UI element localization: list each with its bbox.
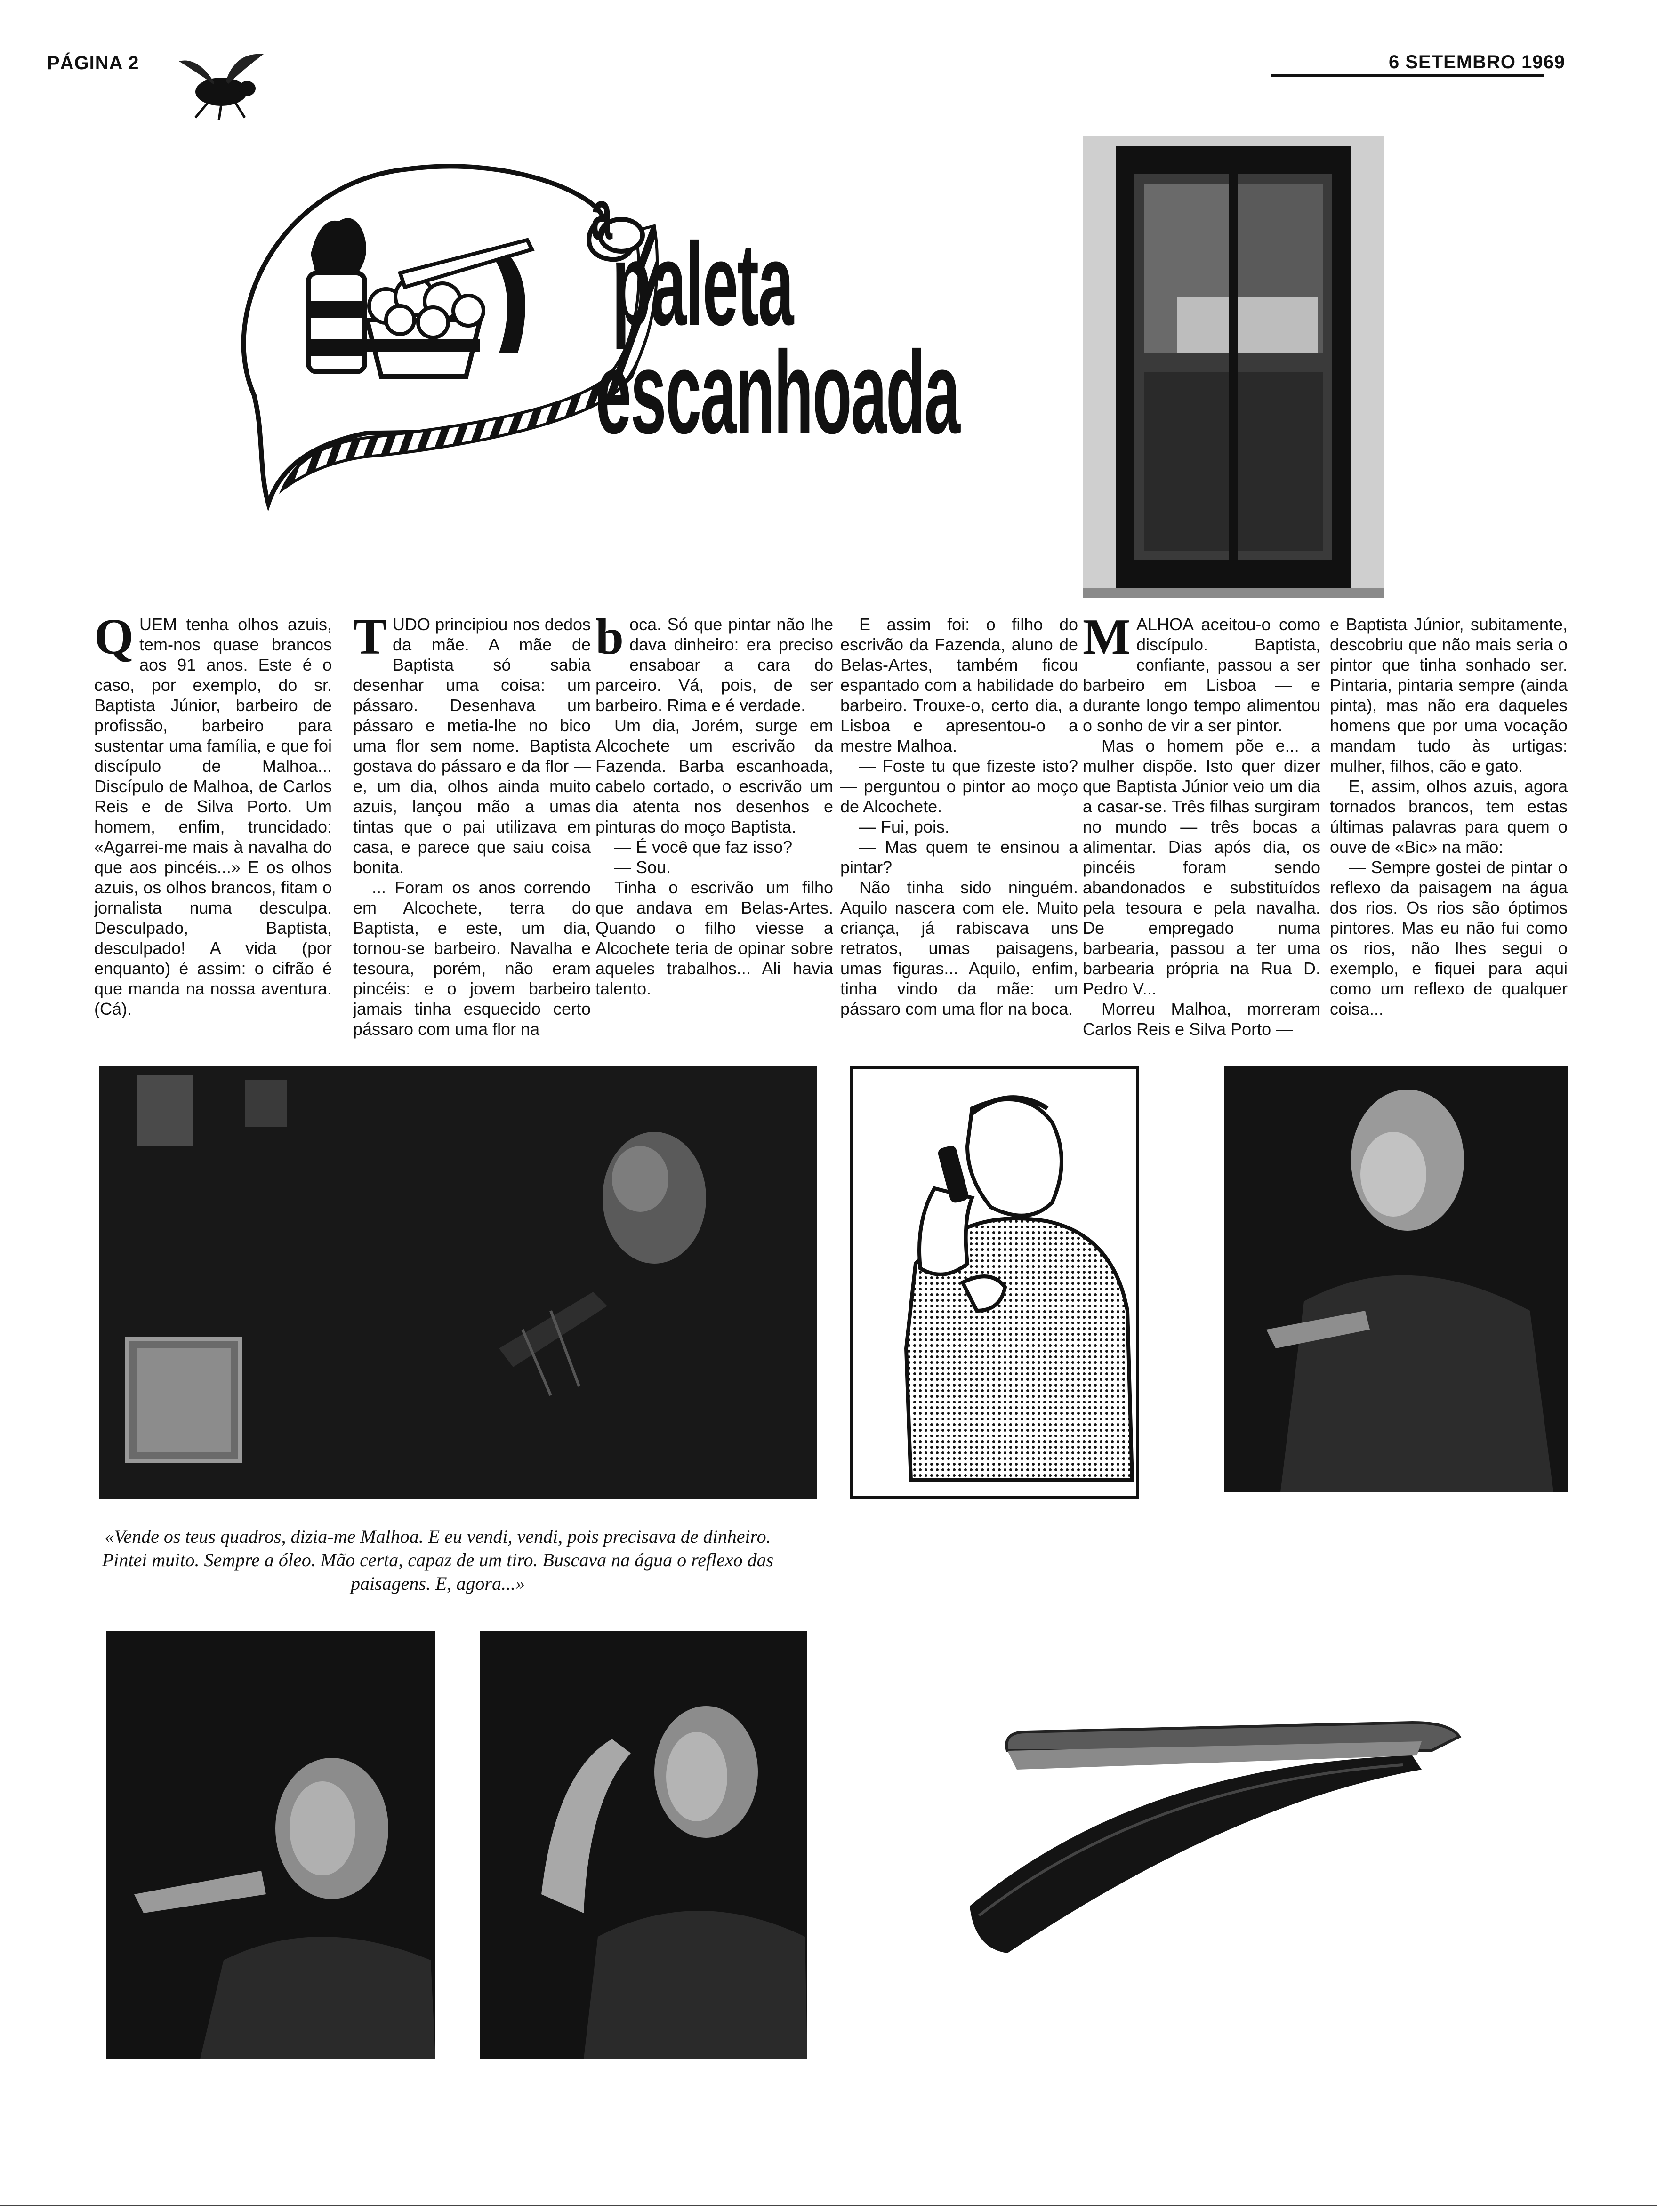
article-column-5 <box>1083 609 1320 1039</box>
col3-paragraph: — Sou. <box>614 858 671 877</box>
article-column-3 <box>595 609 833 999</box>
shaving-brush-icon <box>308 218 366 372</box>
article-column-1 <box>94 609 332 1019</box>
title-word-paleta: paleta <box>612 218 793 350</box>
door-photo <box>1083 136 1384 598</box>
col5-paragraph: Mas o homem põe e... a mulher dispõe. Isto quer dizer que Baptista Júnior veio um dia a casar-se. Três filhas surgiram no mundo — três bocas a alimentar. Dias após dia, os pincéis foram sendo abandonados e substituídos pela tesoura e pela navalha. De empregado numa barbearia, passou a ter uma barbearia própria na Rua D. Pedro V... <box>1083 736 1320 998</box>
bottom-rule <box>0 2205 1657 2206</box>
fly-icon <box>169 47 273 122</box>
title-word-a: a <box>591 175 611 254</box>
col4-paragraph: — Fui, pois. <box>859 817 950 836</box>
header-rule <box>1271 74 1544 77</box>
col3-paragraph: Um dia, Jorém, surge em Alcochete um escrivão da Fazenda. Barba escanhoada, cabelo cortado, o escrivão um dia atenta nos desenhos e pinturas do moço Baptista. <box>595 716 833 836</box>
straight-razor-photo <box>951 1708 1488 1972</box>
old-man-gesturing-photo <box>106 1631 435 2059</box>
col2-paragraph: TUDO principiou nos dedos da mãe. A mãe de Baptista só sabia desenhar uma coisa: um pássaro. Desenhava um pássaro e metia-lhe no bico uma flor sem nome. Baptista gostava do pássaro e da flor — e, um dia, olhos ainda muito azuis, lançou mão a umas tintas que o pai utilizava em casa, e parece que saiu coisa bonita. <box>353 609 591 877</box>
col4-paragraph: Não tinha sido ninguém. Aquilo nascera com ele. Muito criança, já rabiscava uns retratos, umas paisagens, umas figuras... Aquilo, enfim, tinha vindo da mãe: um pássaro com uma flor na boca. <box>840 878 1078 1018</box>
col4-paragraph: — Mas quem te ensinou a pintar? <box>840 837 1078 877</box>
col3-paragraph: — É você que faz isso? <box>614 837 793 857</box>
col2-paragraph: ... Foram os anos correndo em Alcochete, terra do Baptista, e este, um dia, tornou-se barbeiro. Navalha e tesoura, porém, não eram pincéis: e o jovem barbeiro jamais tinha esquecido certo pássaro com uma flor na <box>353 878 591 1039</box>
article-column-4 <box>840 614 1078 1019</box>
old-man-portrait-photo <box>1224 1066 1568 1492</box>
painter-at-easel-photo <box>99 1066 817 1499</box>
col3-paragraph: boca. Só que pintar não lhe dava dinheiro: era preciso ensaboar a cara do parceiro. Vá, pois, de ser barbeiro. Rima e é verdade. <box>595 609 833 715</box>
col1-paragraph: QUEM tenha olhos azuis, tem-nos quase brancos aos 91 anos. Este é o caso, por exemplo, do sr. Baptista Júnior, barbeiro de profissão, barbeiro para sustentar uma família, e que foi discípulo de Malhoa... Discípulo de Malhoa, de Carlos Reis e de Silva Porto. Um homem, enfim, truncidado: «Agarrei-me mais à navalha do que aos pincéis...» E os olhos azuis, os olhos brancos, fitam o jornalista numa desculpa. Desculpado, Baptista, desculpado! A vida (por enquanto) é assim: o cifrão é que manda na nossa aventura. (Cá). <box>94 609 332 1018</box>
old-man-raised-hand-photo <box>480 1631 807 2059</box>
col4-paragraph: — Foste tu que fizeste isto? — perguntou o pintor ao moço de Alcochete. <box>840 756 1078 816</box>
article-column-6 <box>1330 614 1568 1019</box>
photo-caption: «Vende os teus quadros, dizia-me Malhoa. E eu vendi, vendi, pois precisava de dinheiro. Pintei muito. Sempre a óleo. Mão certa, capaz de um tiro. Buscava na água o reflexo das paisagens. E, agora...» <box>102 1526 774 1594</box>
col6-paragraph: — Sempre gostei de pintar o reflexo da paisagem na água dos rios. Os rios são óptimos pintores. Mas eu não fui como os rios, não lhes segui o exemplo, e fiquei para aqui como um reflexo de qualquer coisa... <box>1330 858 1568 1018</box>
article-column-2 <box>353 609 591 1039</box>
col6-paragraph: E, assim, olhos azuis, agora tornados brancos, tem estas últimas palavras para quem o ouve de «Bic» na mão: <box>1330 777 1568 857</box>
col4-paragraph: E assim foi: o filho do escrivão da Fazenda, aluno de Belas-Artes, também ficou espantado com a habilidade do barbeiro. Trouxe-o, certo dia, a Lisboa e apresentou-o a mestre Malhoa. <box>840 615 1078 755</box>
man-on-telephone-illustration <box>850 1066 1139 1499</box>
title-word-escanhoada: escanhoada <box>595 327 959 458</box>
col5-paragraph: MALHOA aceitou-o como discípulo. Baptista, confiante, passou a ser barbeiro em Lisboa — e durante longo tempo alimentou o sonho de vir a ser pintor. <box>1083 609 1320 735</box>
issue-date: 6 SETEMBRO 1969 <box>1389 52 1566 72</box>
col5-paragraph: Morreu Malhoa, morreram Carlos Reis e Silva Porto — <box>1083 999 1320 1039</box>
page-number: PÁGINA 2 <box>47 53 139 73</box>
col6-paragraph: e Baptista Júnior, subitamente, descobriu que não mais seria o pintor que tinha sonhado ser. Pintaria, pintaria sempre (ainda pinta), mas não era daqueles homens que por uma vocação mandam tudo às urtigas: mulher, filhos, cão e gato. <box>1330 615 1568 776</box>
col3-paragraph: Tinha o escrivão um filho que andava em Belas-Artes. Quando o filho viesse a Alcochete teria de opinar sobre aqueles trabalhos... Ali havia talento. <box>595 878 833 998</box>
